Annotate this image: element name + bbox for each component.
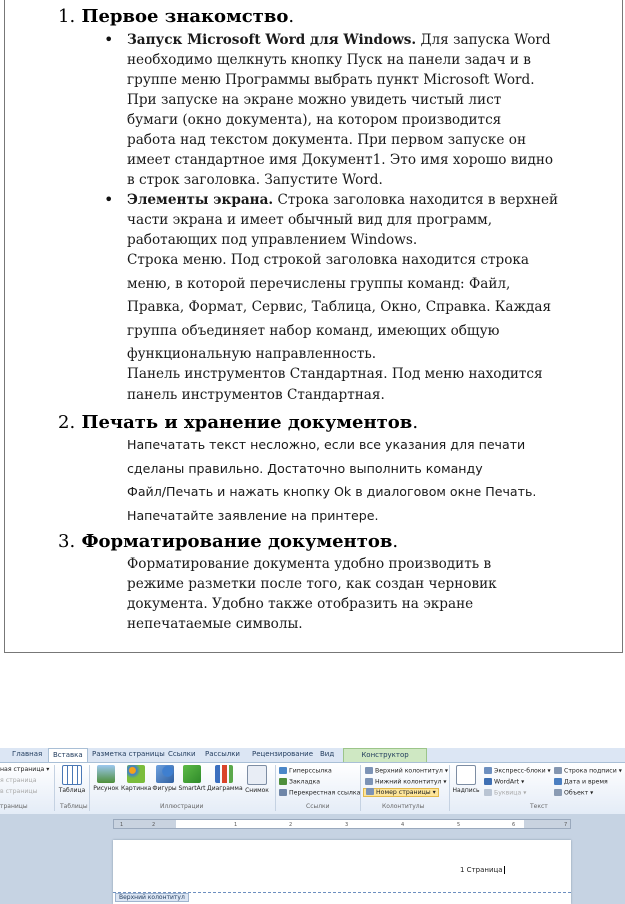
text-line bbox=[127, 190, 587, 210]
group-label-header-footer: Колонтитулы bbox=[382, 803, 425, 810]
header-button[interactable] bbox=[365, 767, 448, 775]
footer-label: Нижний колонтитул ▾ bbox=[375, 778, 447, 786]
cross-reference-label: Перекрестная ссылка bbox=[289, 789, 361, 797]
section-number: 1. bbox=[58, 6, 76, 27]
dropcap-label: Буквица ▾ bbox=[494, 789, 527, 797]
paragraph-menu-bar bbox=[127, 249, 587, 367]
section-dot: . bbox=[412, 412, 419, 433]
page-number-button[interactable] bbox=[363, 788, 439, 796]
cross-reference-button[interactable] bbox=[279, 789, 360, 797]
paragraph-lead: Запуск Microsoft Word для Windows. bbox=[127, 32, 417, 48]
text-line: Правка, Формат, Сервис, Таблица, Окно, Справка. Каждая bbox=[127, 299, 552, 315]
text-line: панель инструментов Стандартная. bbox=[127, 387, 385, 403]
text-line: Форматирование документа удобно производить в bbox=[127, 556, 492, 572]
text-line bbox=[127, 30, 587, 50]
smartart-button-label: SmartArt bbox=[178, 785, 206, 792]
tab-references[interactable]: Ссылки bbox=[168, 750, 196, 758]
header-icon bbox=[365, 767, 373, 774]
ruler-tick: 7 bbox=[564, 822, 568, 828]
text-line: сделаны правильно. Достаточно выполнить команду bbox=[127, 460, 483, 476]
tab-home[interactable]: Главная bbox=[12, 750, 43, 758]
page-number-field[interactable] bbox=[460, 866, 505, 874]
group-label-links: Ссылки bbox=[306, 803, 330, 810]
text-line: непечатаемые символы. bbox=[127, 616, 303, 632]
section-number: 3. bbox=[58, 531, 76, 552]
paragraph-lead: Элементы экрана. bbox=[127, 192, 274, 208]
object-icon bbox=[554, 789, 562, 796]
section-title: Печать и хранение документов bbox=[81, 412, 413, 433]
text-line: в строк заголовка. Запустите Word. bbox=[127, 172, 383, 188]
section-title: Форматирование документов bbox=[81, 531, 393, 552]
text-line: Панель инструментов Стандартная. Под меню находится bbox=[127, 366, 543, 382]
page-break-button[interactable]: в страницы bbox=[0, 788, 38, 795]
text-cursor bbox=[504, 866, 505, 874]
ruler-tick: 2 bbox=[289, 822, 293, 828]
document-workspace bbox=[0, 814, 625, 904]
group-label-pages: траницы bbox=[0, 803, 28, 810]
tab-view[interactable]: Вид bbox=[320, 750, 335, 758]
page-number-text: 1 Страница bbox=[460, 866, 503, 874]
smartart-icon bbox=[183, 765, 201, 783]
bullet-icon: • bbox=[104, 30, 114, 49]
signature-line-label: Строка подписи ▾ bbox=[564, 767, 622, 775]
text-line: Напечатать текст несложно, если все указания для печати bbox=[127, 437, 526, 452]
group-label-text: Текст bbox=[530, 803, 548, 810]
text-line: меню, в которой перечислены группы команд: Файл, bbox=[127, 275, 511, 292]
textbox-icon bbox=[456, 765, 476, 785]
wordart-label: WordArt ▾ bbox=[494, 778, 525, 786]
dropcap-button[interactable] bbox=[484, 789, 526, 797]
tab-review[interactable]: Рецензирование bbox=[252, 750, 314, 758]
hyperlink-button[interactable] bbox=[279, 767, 332, 775]
footer-icon bbox=[365, 778, 373, 785]
picture-icon bbox=[97, 765, 115, 783]
group-separator bbox=[54, 765, 55, 811]
footer-button[interactable] bbox=[365, 778, 447, 786]
ruler-tick: 6 bbox=[512, 822, 516, 828]
group-separator bbox=[449, 765, 450, 811]
group-separator bbox=[275, 765, 276, 811]
text-line: части экрана и имеет обычный вид для программ, bbox=[127, 212, 493, 228]
text-line: работа над текстом документа. При первом запуске он bbox=[127, 132, 527, 148]
page-number-icon bbox=[366, 788, 374, 795]
chart-button-label: Диаграмма bbox=[207, 785, 243, 792]
signature-line-button[interactable] bbox=[554, 767, 622, 775]
hyperlink-label: Гиперссылка bbox=[289, 767, 332, 775]
ruler-tick: 5 bbox=[457, 822, 461, 828]
text-line: режиме разметки после того, как создан черновик bbox=[127, 576, 497, 592]
clipart-button-label: Картинка bbox=[121, 785, 152, 792]
ruler-tick: 1 bbox=[120, 822, 124, 828]
date-time-icon bbox=[554, 778, 562, 785]
clipart-icon bbox=[127, 765, 145, 783]
table-button-label: Таблица bbox=[58, 787, 86, 794]
group-label-illustrations: Иллюстрации bbox=[160, 803, 204, 810]
text-line: группа объединяет набор команд, имеющих общую bbox=[127, 322, 500, 339]
date-time-button[interactable] bbox=[554, 778, 608, 786]
date-time-label: Дата и время bbox=[564, 778, 608, 786]
object-label: Объект ▾ bbox=[564, 789, 594, 797]
section-heading-2 bbox=[58, 412, 418, 433]
bullet-icon: • bbox=[104, 190, 114, 209]
smartart-button[interactable] bbox=[178, 765, 206, 792]
shapes-icon bbox=[156, 765, 174, 783]
chart-icon bbox=[215, 765, 233, 783]
ribbon-panel bbox=[0, 763, 625, 815]
page-number-label: Номер страницы ▾ bbox=[376, 788, 436, 796]
text-line: имеет стандартное имя Документ1. Это имя хорошо видно bbox=[127, 152, 554, 168]
ruler-tick: 4 bbox=[401, 822, 405, 828]
shapes-button-label: Фигуры bbox=[152, 785, 177, 792]
textbox-button[interactable] bbox=[452, 765, 480, 794]
text-line: Строка заголовка находится в верхней bbox=[277, 192, 559, 208]
tab-insert[interactable]: Вставка bbox=[48, 748, 88, 762]
text-line: Файл/Печать и нажать кнопку Ok в диалоговом окне Печать. bbox=[127, 484, 537, 500]
text-line: документа. Удобно также отобразить на экране bbox=[127, 596, 474, 612]
text-line: необходимо щелкнуть кнопку Пуск на панели задач и в bbox=[127, 52, 531, 68]
shapes-button[interactable] bbox=[152, 765, 177, 792]
picture-button-label: Рисунок bbox=[93, 785, 119, 792]
text-line: бумаги (окно документа), на котором производится bbox=[127, 112, 502, 128]
screenshot-button[interactable] bbox=[242, 765, 272, 794]
ruler-tick: 3 bbox=[345, 822, 349, 828]
word-ribbon bbox=[0, 748, 625, 814]
blank-page-button[interactable]: я страница bbox=[0, 777, 37, 784]
paragraph-word-launch bbox=[127, 30, 587, 190]
group-separator bbox=[360, 765, 361, 811]
quick-parts-button[interactable] bbox=[484, 767, 551, 775]
table-button[interactable] bbox=[58, 765, 86, 794]
paragraph-toolbar bbox=[127, 364, 587, 406]
text-line: группе меню Программы выбрать пункт Microsoft Word. bbox=[127, 72, 535, 88]
header-label: Верхний колонтитул ▾ bbox=[375, 767, 448, 775]
dropcap-icon bbox=[484, 789, 492, 796]
horizontal-ruler[interactable] bbox=[113, 819, 571, 829]
section-title: Первое знакомство bbox=[81, 6, 289, 27]
document-page-preview[interactable] bbox=[113, 840, 571, 904]
section-heading-1 bbox=[58, 6, 294, 27]
picture-button[interactable] bbox=[92, 765, 120, 792]
bookmark-button[interactable] bbox=[279, 778, 320, 786]
quick-parts-label: Экспресс-блоки ▾ bbox=[494, 767, 551, 775]
object-button[interactable] bbox=[554, 789, 593, 797]
ruler-left-margin bbox=[114, 820, 176, 828]
section-heading-3 bbox=[58, 531, 398, 552]
wordart-button[interactable] bbox=[484, 778, 524, 786]
text-line: работающих под управлением Windows. bbox=[127, 232, 418, 248]
section-number: 2. bbox=[58, 412, 76, 433]
table-icon bbox=[62, 765, 82, 785]
text-line: Строка меню. Под строкой заголовка находится строка bbox=[127, 252, 530, 268]
screenshot-button-label: Снимок bbox=[245, 787, 269, 794]
tab-mailings[interactable]: Рассылки bbox=[205, 750, 240, 758]
paragraph-screen-elements bbox=[127, 190, 587, 250]
chart-button[interactable] bbox=[207, 765, 241, 792]
section-dot: . bbox=[288, 6, 295, 27]
cover-page-button[interactable]: ная страница ▾ bbox=[0, 766, 50, 773]
hyperlink-icon bbox=[279, 767, 287, 774]
group-separator bbox=[89, 765, 90, 811]
group-label-tables: Таблицы bbox=[60, 803, 88, 810]
signature-line-icon bbox=[554, 767, 562, 774]
text-line: Для запуска Word bbox=[420, 32, 551, 48]
paragraph-printing bbox=[127, 433, 587, 527]
bookmark-icon bbox=[279, 778, 287, 785]
header-tag[interactable]: Верхний колонтитул bbox=[115, 893, 189, 902]
clipart-button[interactable] bbox=[121, 765, 151, 792]
text-line: При запуске на экране можно увидеть чистый лист bbox=[127, 92, 502, 108]
bookmark-label: Закладка bbox=[289, 778, 321, 786]
textbox-button-label: Надпись bbox=[452, 787, 480, 794]
ruler-tick: 2 bbox=[152, 822, 156, 828]
paragraph-formatting bbox=[127, 554, 587, 634]
section-dot: . bbox=[392, 531, 399, 552]
tab-page-layout[interactable]: Разметка страницы bbox=[92, 750, 165, 758]
wordart-icon bbox=[484, 778, 492, 785]
cross-reference-icon bbox=[279, 789, 287, 796]
quick-parts-icon bbox=[484, 767, 492, 774]
text-line: функциональную направленность. bbox=[127, 346, 377, 362]
screenshot-icon bbox=[247, 765, 267, 785]
text-line: Напечатайте заявление на принтере. bbox=[127, 507, 379, 523]
ruler-tick: 1 bbox=[234, 822, 238, 828]
tab-design[interactable]: Конструктор bbox=[343, 748, 427, 762]
ribbon-tab-bar bbox=[0, 748, 625, 763]
